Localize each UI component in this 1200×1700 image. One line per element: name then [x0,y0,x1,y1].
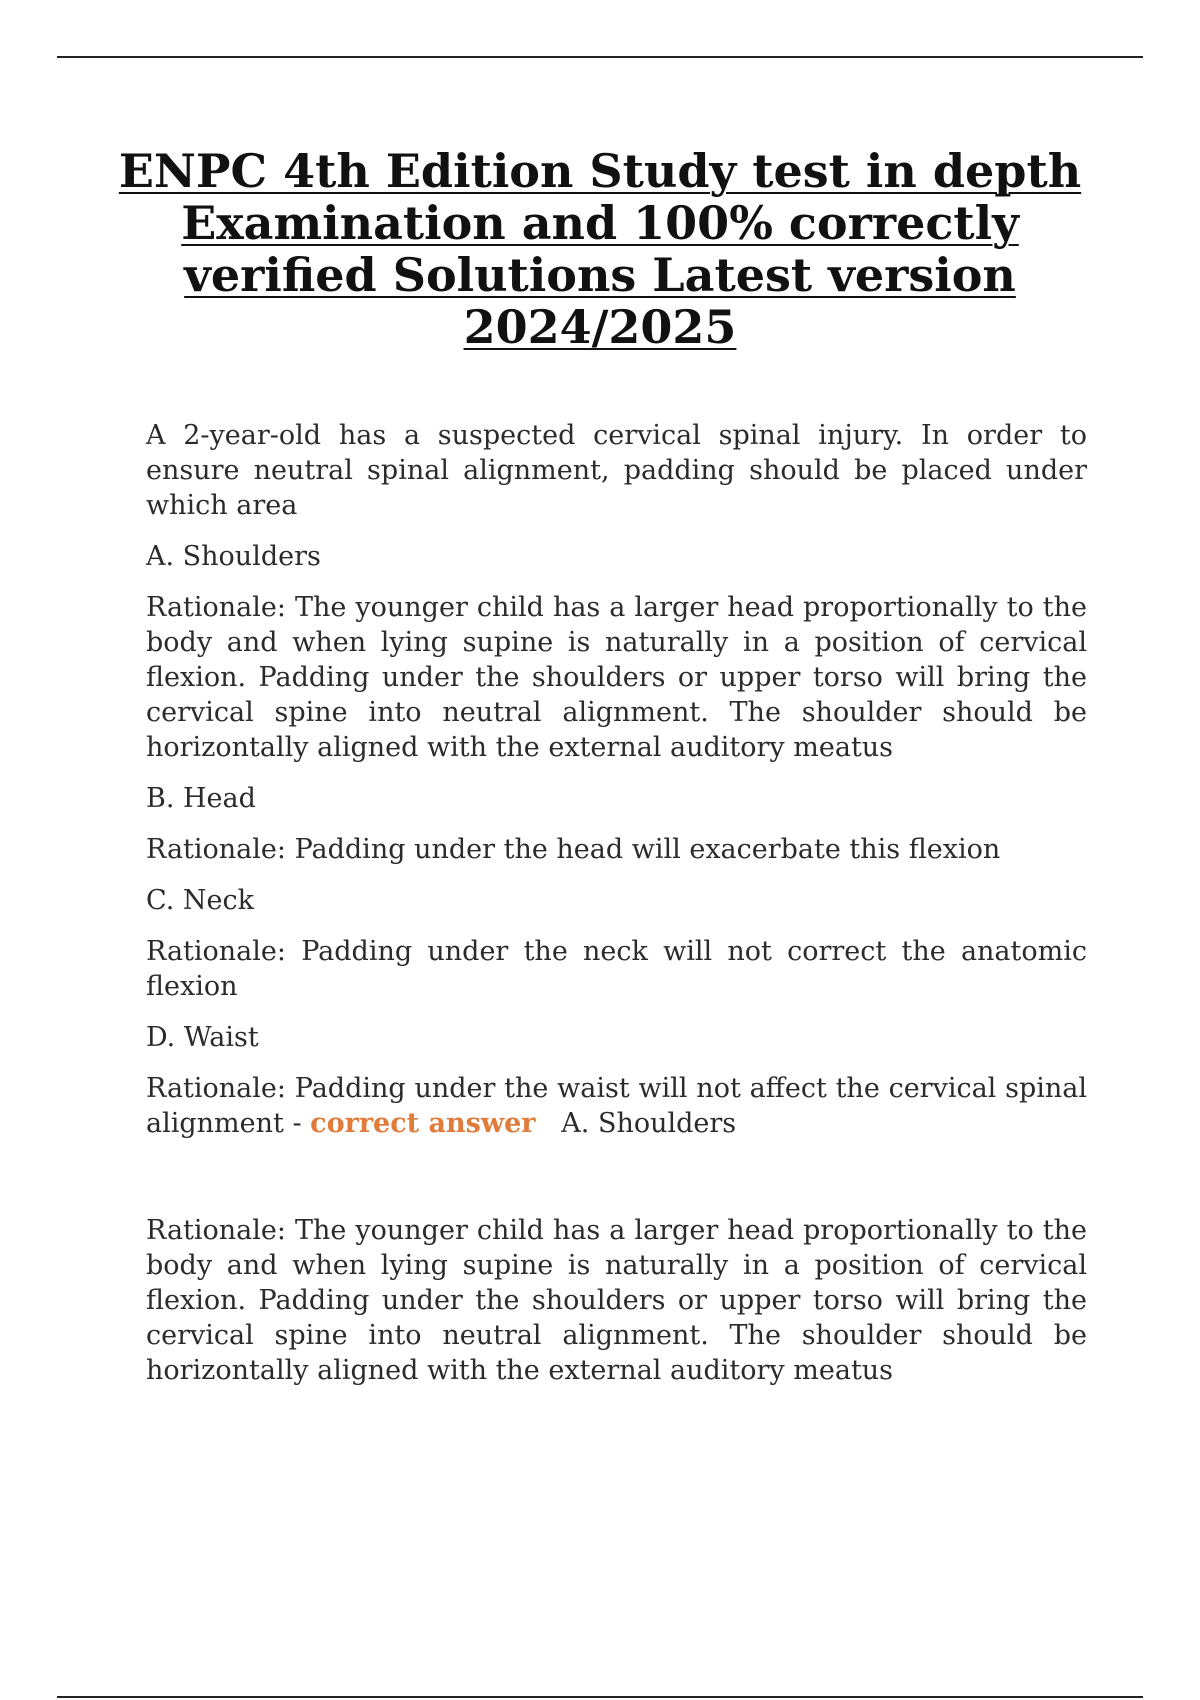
option-a-rationale: Rationale: The younger child has a larger head proportionally to the body and when lying supine is naturally in a position of cervical flexion. Padding under the shoulders or upper torso will bring the cervical spine into neutral alignment. The shoulder should be horizontally aligned with the external auditory meatus [146,592,1087,763]
option-d-rationale: Rationale: Padding under the waist will not affect the cervical spinal alignment - [146,1073,1087,1139]
answer-rationale: Rationale: The younger child has a larger head proportionally to the body and when lying supine is naturally in a position of cervical flexion. Padding under the shoulders or upper torso will bring the cervical spine into neutral alignment. The shoulder should be horizontally aligned with the external auditory meatus [146,1215,1087,1386]
bottom-divider [57,1696,1143,1698]
top-divider [57,56,1143,58]
option-b-rationale: Rationale: Padding under the head will exacerbate this flexion [146,834,1001,865]
option-b-label: B. Head [146,783,256,814]
correct-answer-label: correct answer [310,1108,536,1139]
correct-answer-value: A. Shoulders [561,1108,737,1139]
option-c-label: C. Neck [146,885,254,916]
question-text: A 2-year-old has a suspected cervical spinal injury. In order to ensure neutral spinal alignment, padding should be placed under which area [146,420,1087,521]
option-c-rationale: Rationale: Padding under the neck will not correct the anatomic flexion [146,936,1087,1002]
question-block [146,418,1087,1404]
document-title: ENPC 4th Edition Study test in depth Examination and 100% correctly verified Solutions Latest version 2024/2025 [118,144,1082,354]
option-d-label: D. Waist [146,1022,259,1053]
option-a-label: A. Shoulders [146,541,321,572]
option-d-rationale-with-answer [146,1071,1087,1141]
